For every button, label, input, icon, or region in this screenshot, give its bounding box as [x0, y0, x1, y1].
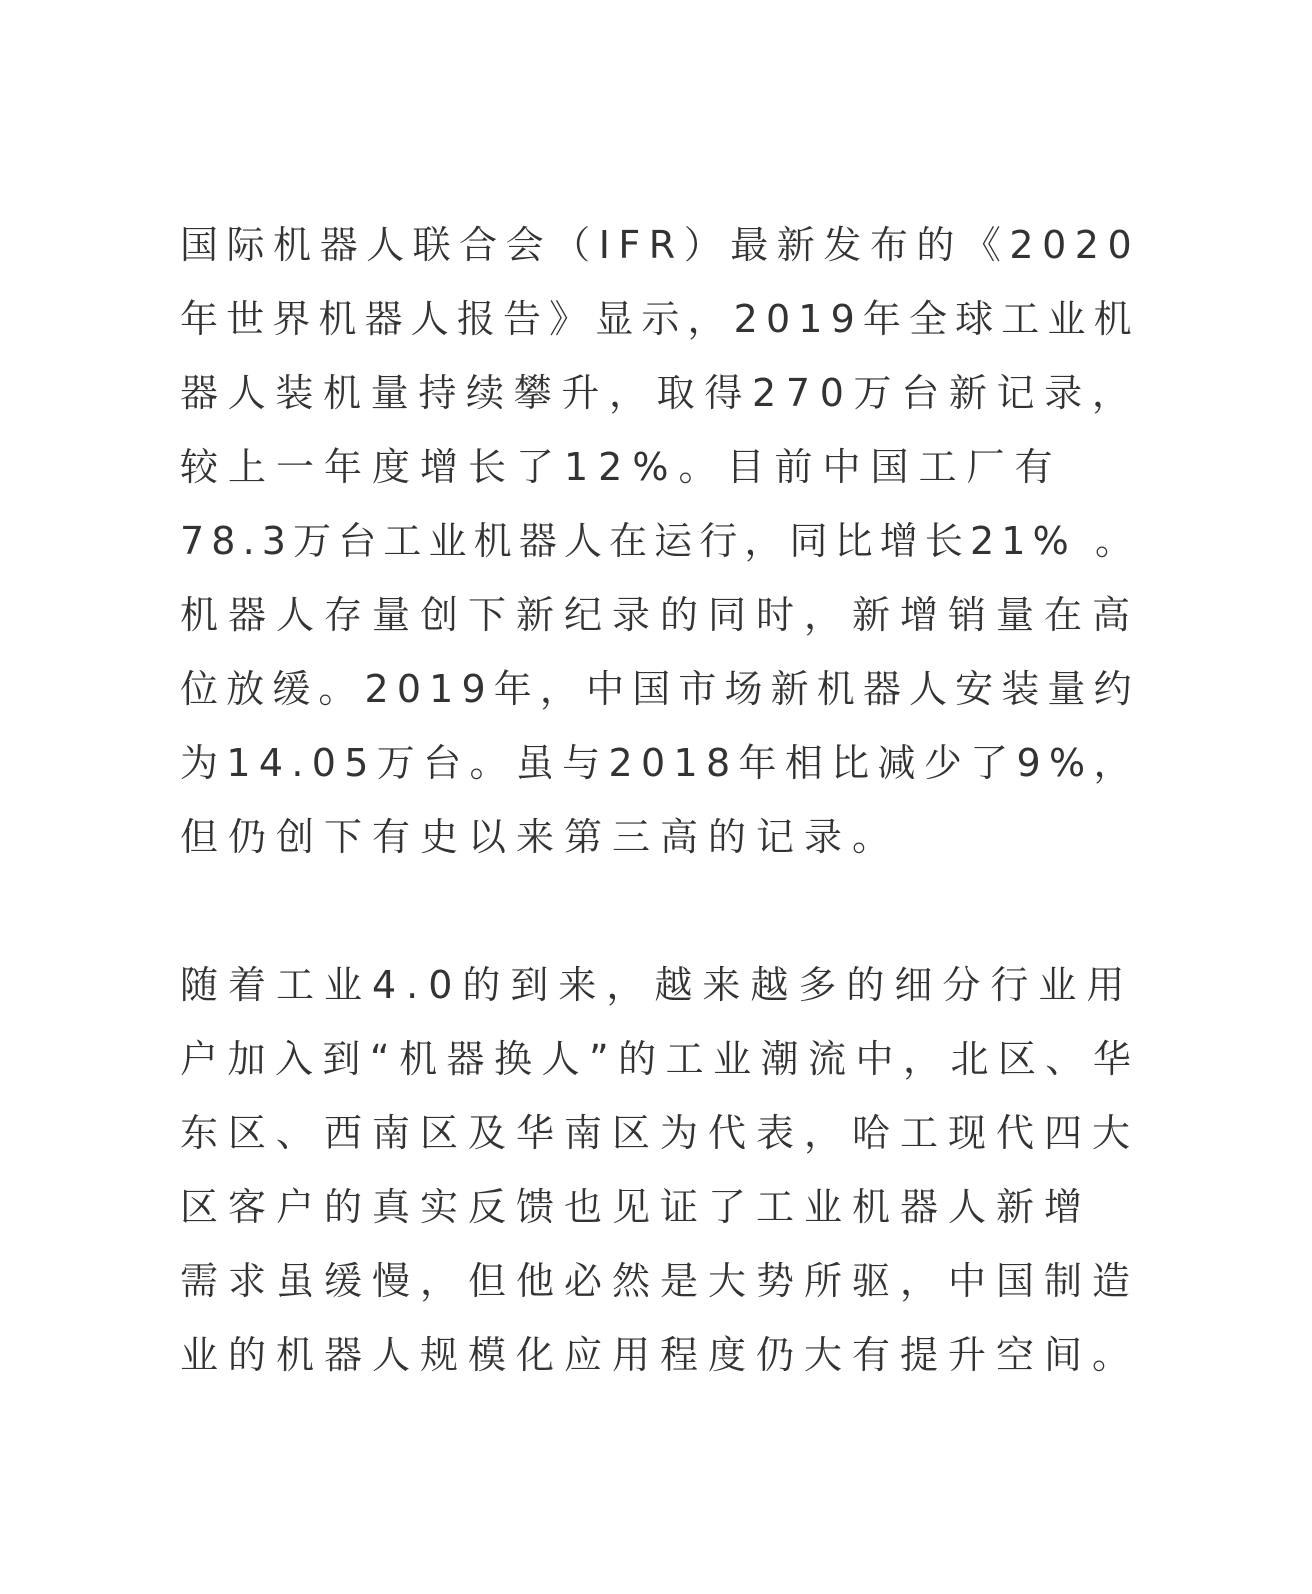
- text-line: 国际机器人联合会（IFR）最新发布的《2020: [180, 223, 1141, 267]
- text-line: 东区、西南区及华南区为代表，哈工现代四大: [180, 1111, 1141, 1155]
- text-line: 位放缓。2019年，中国市场新机器人安装量约: [180, 667, 1140, 711]
- paragraph-industry-4: [180, 948, 1140, 1392]
- article-body: [180, 208, 1140, 1392]
- text-line: 年世界机器人报告》显示，2019年全球工业机: [180, 297, 1140, 341]
- text-line: 业的机器人规模化应用程度仍大有提升空间。: [180, 1333, 1141, 1377]
- text-line: 为14.05万台。虽与2018年相比减少了9%，: [180, 741, 1140, 785]
- text-line: 随着工业4.0的到来，越来越多的细分行业用: [180, 963, 1135, 1007]
- text-line: 较上一年度增长了12%。目前中国工厂有: [180, 445, 1063, 489]
- text-line: 区客户的真实反馈也见证了工业机器人新增: [180, 1185, 1093, 1229]
- text-line: 机器人存量创下新纪录的同时，新增销量在高: [180, 593, 1141, 637]
- paragraph-ifr-report: [180, 208, 1140, 874]
- text-line: 78.3万台工业机器人在运行，同比增长21% 。: [180, 519, 1141, 563]
- text-line: 需求虽缓慢，但他必然是大势所驱，中国制造: [180, 1259, 1141, 1303]
- text-line: 但仍创下有史以来第三高的记录。: [180, 815, 901, 859]
- text-line: 户加入到“机器换人”的工业潮流中，北区、华: [180, 1037, 1141, 1081]
- text-line: 器人装机量持续攀升，取得270万台新记录，: [180, 371, 1140, 415]
